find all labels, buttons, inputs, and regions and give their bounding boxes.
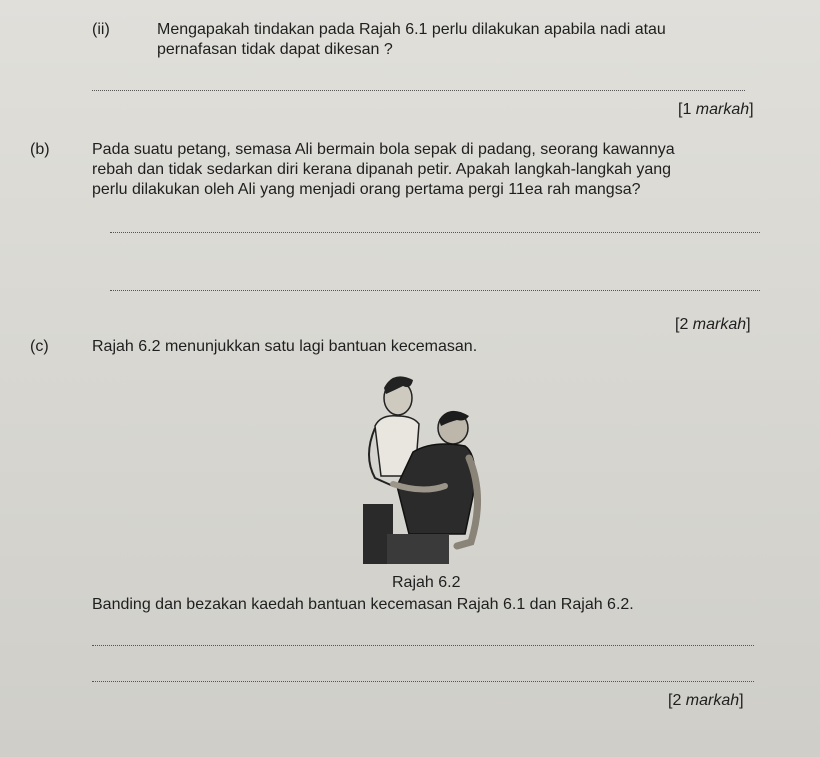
answer-line-b-1[interactable] bbox=[110, 232, 760, 233]
question-b-line-1: Pada suatu petang, semasa Ali bermain bola sepak di padang, seorang kawannya bbox=[92, 141, 675, 158]
question-ii-label: (ii) bbox=[92, 21, 110, 38]
answer-line-c-1[interactable] bbox=[92, 645, 754, 646]
answer-line-b-2[interactable] bbox=[110, 290, 760, 291]
question-c-label: (c) bbox=[30, 338, 49, 355]
answer-line-c-2[interactable] bbox=[92, 681, 754, 682]
marks-ii: [1 markah] bbox=[678, 101, 754, 118]
question-c-question: Banding dan bezakan kaedah bantuan kecemasan Rajah 6.1 dan Rajah 6.2. bbox=[92, 596, 634, 613]
answer-line-ii-1[interactable] bbox=[92, 90, 745, 91]
marks-b: [2 markah] bbox=[675, 316, 751, 333]
question-b-line-3: perlu dilakukan oleh Ali yang menjadi orang pertama pergi 11ea rah mangsa? bbox=[92, 181, 641, 198]
question-c-line-1: Rajah 6.2 menunjukkan satu lagi bantuan kecemasan. bbox=[92, 338, 478, 355]
question-b-label: (b) bbox=[30, 141, 50, 158]
question-b-line-2: rebah dan tidak sedarkan diri kerana dipanah petir. Apakah langkah-langkah yang bbox=[92, 161, 672, 178]
marks-c: [2 markah] bbox=[668, 692, 744, 709]
figure-caption: Rajah 6.2 bbox=[392, 574, 461, 591]
question-ii-line-1: Mengapakah tindakan pada Rajah 6.1 perlu dilakukan apabila nadi atau bbox=[157, 21, 666, 38]
first-aid-illustration bbox=[353, 366, 493, 566]
casualty-legs bbox=[387, 534, 449, 564]
question-ii-line-2: pernafasan tidak dapat dikesan ? bbox=[157, 41, 393, 58]
